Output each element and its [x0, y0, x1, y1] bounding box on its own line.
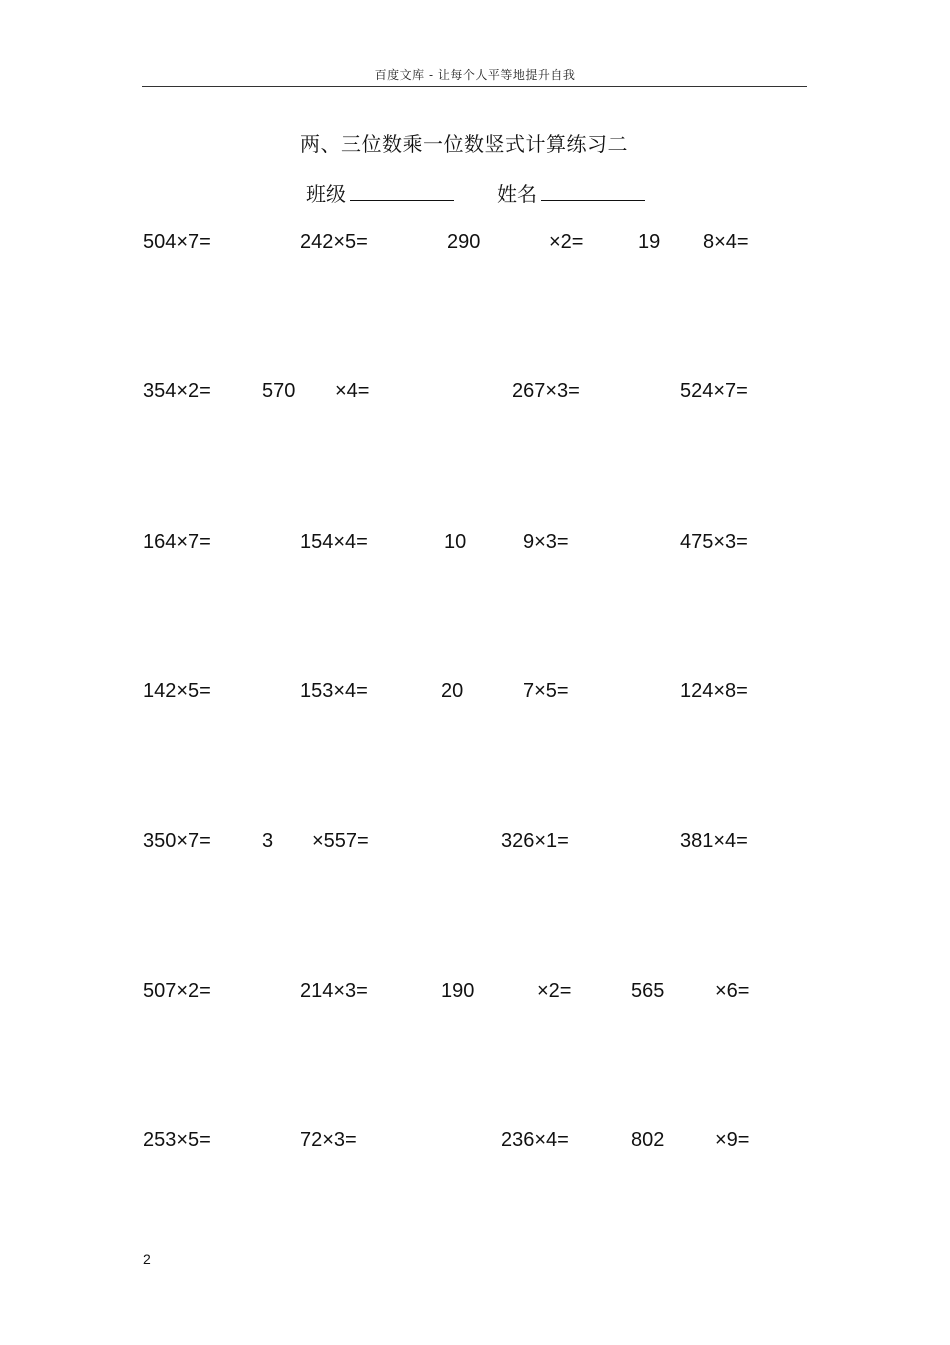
- problem-text: 290: [447, 231, 481, 253]
- problem-text: 10: [444, 531, 467, 553]
- class-field: [306, 178, 454, 206]
- problem-text: 154×4=: [300, 531, 368, 553]
- name-blank[interactable]: [541, 178, 645, 201]
- problem-text: 20: [441, 680, 464, 702]
- header-divider: [142, 86, 807, 87]
- page-header: 百度文库 - 让每个人平等地提升自我: [374, 68, 576, 82]
- problem-text: 190: [441, 980, 475, 1002]
- problem-text: ×2=: [549, 231, 584, 253]
- page-number: 2: [143, 1251, 151, 1267]
- problem-text: ×4=: [335, 380, 370, 402]
- problem-text: 164×7=: [143, 531, 211, 553]
- problem-text: 214×3=: [300, 980, 368, 1002]
- class-label: 班级: [306, 182, 346, 206]
- problem-text: ×9=: [715, 1129, 750, 1151]
- problem-text: 7×5=: [523, 680, 569, 702]
- problem-text: 524×7=: [680, 380, 748, 402]
- problem-text: 3: [262, 830, 274, 852]
- name-field: [497, 178, 645, 206]
- worksheet-title: 两、三位数乘一位数竖式计算练习二: [300, 132, 628, 156]
- problem-text: 802: [631, 1129, 665, 1151]
- problem-text: 8×4=: [703, 231, 749, 253]
- problem-text: 124×8=: [680, 680, 748, 702]
- name-label: 姓名: [497, 182, 537, 206]
- problem-text: 354×2=: [143, 380, 211, 402]
- problem-text: ×6=: [715, 980, 750, 1002]
- problem-text: 236×4=: [501, 1129, 569, 1151]
- problem-text: ×557=: [312, 830, 369, 852]
- problem-text: 475×3=: [680, 531, 748, 553]
- problem-text: 381×4=: [680, 830, 748, 852]
- problem-text: ×2=: [537, 980, 572, 1002]
- problem-text: 153×4=: [300, 680, 368, 702]
- problem-text: 507×2=: [143, 980, 211, 1002]
- problem-text: 570: [262, 380, 296, 402]
- problem-text: 19: [638, 231, 661, 253]
- problem-text: 565: [631, 980, 665, 1002]
- problem-text: 142×5=: [143, 680, 211, 702]
- problem-text: 504×7=: [143, 231, 211, 253]
- problem-text: 242×5=: [300, 231, 368, 253]
- problem-text: 9×3=: [523, 531, 569, 553]
- problem-text: 350×7=: [143, 830, 211, 852]
- problem-text: 326×1=: [501, 830, 569, 852]
- problem-text: 267×3=: [512, 380, 580, 402]
- class-blank[interactable]: [350, 178, 454, 201]
- problem-text: 72×3=: [300, 1129, 357, 1151]
- problem-text: 253×5=: [143, 1129, 211, 1151]
